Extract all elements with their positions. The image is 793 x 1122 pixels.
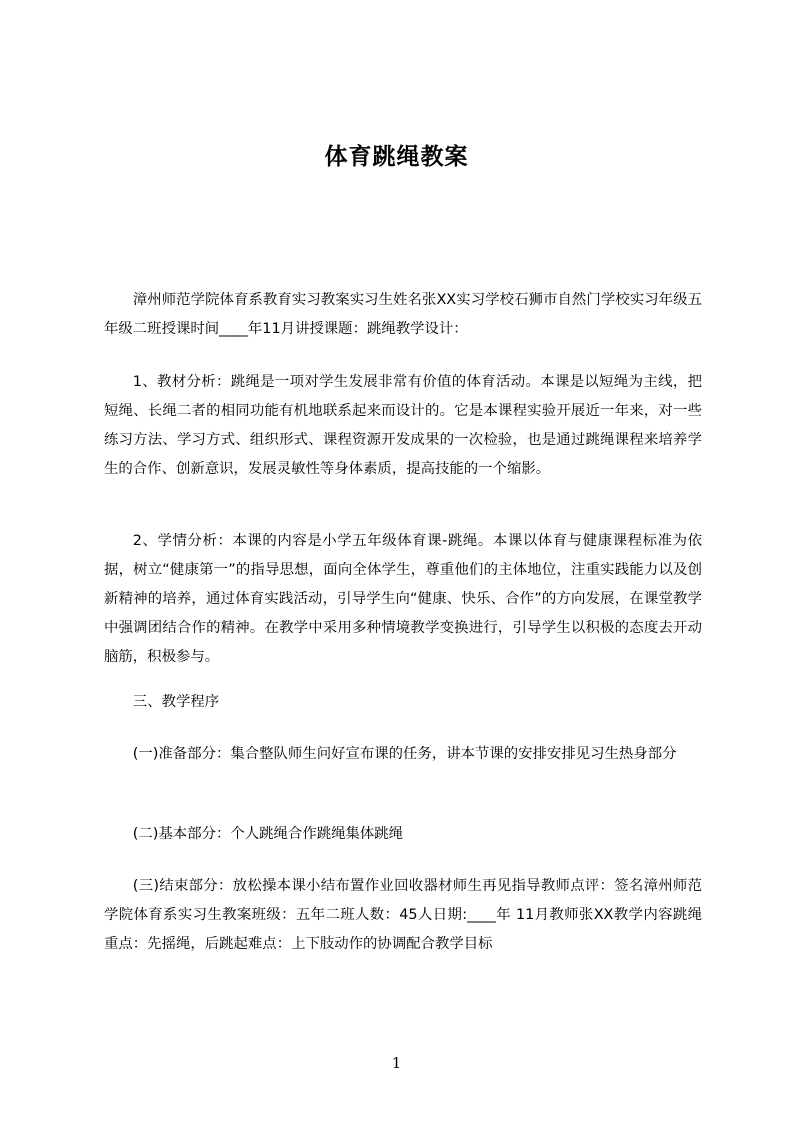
section-heading-teaching-procedure	[104, 688, 702, 717]
paragraph-student-analysis	[104, 527, 702, 672]
page-title: 体育跳绳教案	[324, 144, 469, 170]
page-number: 1	[391, 1054, 402, 1072]
paragraph-student-analysis-text: 2、学情分析：本课的内容是小学五年级体育课-跳绳。本课以体育与健康课程标准为依据，树立“健康第一”的指导思想，面向全体学生，尊重他们的主体地位，注重实践能力以及创新精神的培养，通过体育实践活动，引导学生向“健康、快乐、合作”的方向发展，在课堂教学中强调团结合作的精神。在教学中采用多种情境教学变换进行，引导学生以积极的态度去开动脑筋，积极参与。	[104, 533, 702, 665]
paragraph-ending-part	[104, 872, 702, 959]
paragraph-preparation-text: (一)准备部分：集合整队师生问好宣布课的任务，讲本节课的安排安排见习生热身部分	[132, 746, 677, 762]
paragraph-preparation	[104, 740, 702, 769]
section-heading-text: 三、教学程序	[132, 694, 220, 710]
paragraph-basic-part-text: (二)基本部分：个人跳绳合作跳绳集体跳绳	[132, 826, 404, 842]
paragraph-material-analysis-text: 1、教材分析：跳绳是一项对学生发展非常有价值的体育活动。本课是以短绳为主线，把短绳、长绳二者的相同功能有机地联系起来而设计的。它是本课程实验开展近一年来，对一些练习方法、学习方式、组织形式、课程资源开发成果的一次检验，也是通过跳绳课程来培养学生的合作、创新意识，发展灵敏性等身体素质，提高技能的一个缩影。	[104, 374, 702, 477]
paragraph-intro-text: 漳州师范学院体育系教育实习教案实习生姓名张XX实习学校石狮市自然门学校实习年级五年级二班授课时间____年11月讲授课题：跳绳教学设计：	[104, 292, 702, 337]
paragraph-intro	[104, 286, 702, 344]
paragraph-material-analysis	[104, 368, 702, 484]
paragraph-ending-part-text: (三)结束部分：放松操本课小结布置作业回收器材师生再见指导教师点评：签名漳州师范学院体育系实习生教案班级：五年二班人数：45人日期:____年 11月教师张XX教学内容跳绳重点：先摇绳，后跳起难点：上下肢动作的协调配合教学目标	[104, 878, 702, 952]
paragraph-basic-part	[104, 820, 702, 849]
